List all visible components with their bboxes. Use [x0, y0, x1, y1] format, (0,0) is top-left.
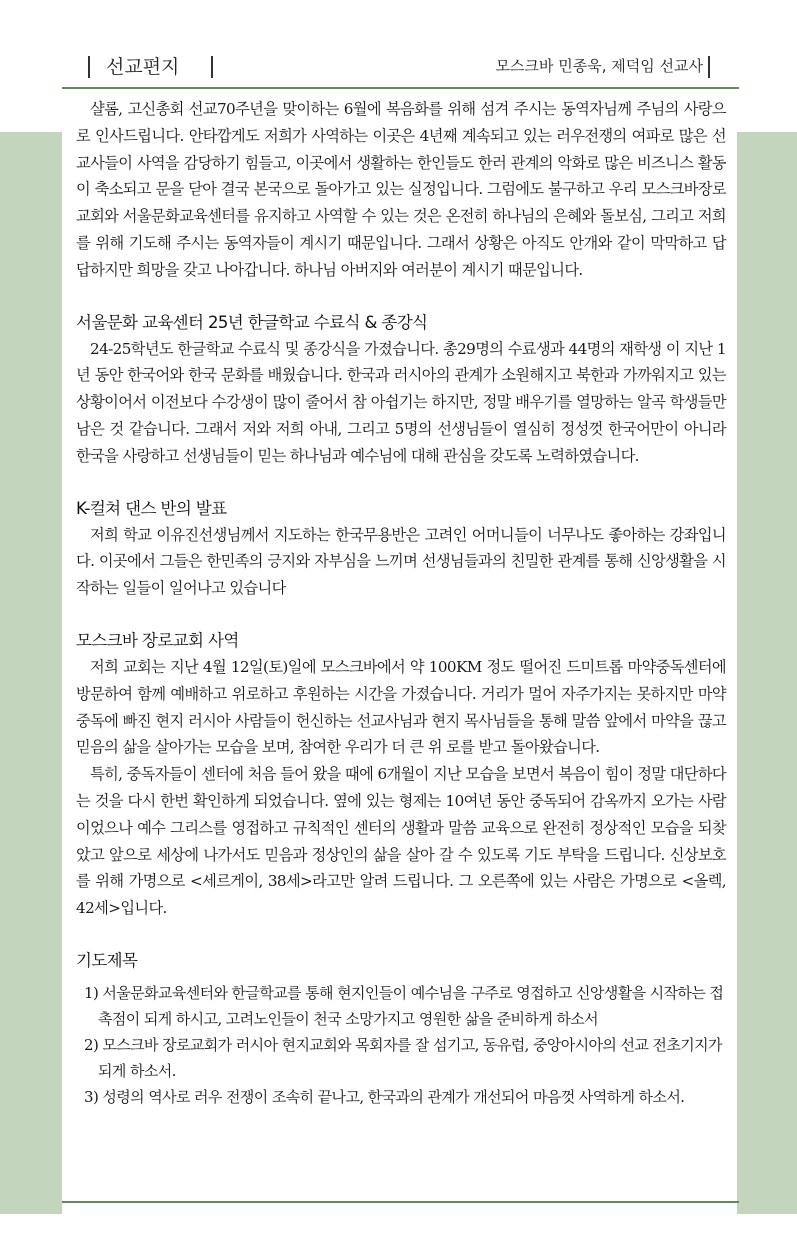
top-rule [62, 87, 739, 89]
section-heading: 서울문화 교육센터 25년 한글학교 수료식 & 종강식 [76, 312, 428, 332]
prayer-item: 3) 성령의 역사로 러우 전쟁이 조속히 끝나고, 한국과의 관계가 개선되어 마음껏 사역하게 하소서. [84, 1087, 685, 1106]
prayer-item: 1) 서울문화교육센터와 한글학교를 통해 현지인들이 예수님을 구주로 영접하고 신앙생활을 시작하는 접촉점이 되게 하시고, 고려노인들이 천국 소망가지고 영원한 삶을 준비하게 하소서 [84, 983, 724, 1028]
author-line: 모스크바 민종욱, 제덕임 선교사 [495, 57, 703, 75]
decorative-side-band-left [0, 132, 62, 1214]
bottom-rule [62, 1201, 739, 1203]
header-divider-left [88, 56, 90, 78]
section-moscow-church [76, 628, 726, 922]
section-kculture-dance [76, 496, 726, 602]
section-prayer [76, 948, 726, 1110]
section-paragraph: 특히, 중독자들이 센터에 처음 들어 왔을 때에 6개월이 지난 모습을 보면서 복음이 힘이 정말 대단하다는 것을 다시 한번 확인하게 되었습니다. 옆에 있는 형제는 10여년 동안 중독되어 감옥까지 오가는 사람이었으나 예수 그리스를 영접하고 규칙적인 센터의 생활과 말씀 교육으로 완전히 정상적인 모습을 되찾았고 앞으로 세상에 나가서도 믿음과 정상인의 삶을 살아 갈 수 있도록 기도 부탁을 드립니다. 신상보호를 위해 가명으로 <세르게이, 38세>라고만 알려 드립니다. 그 오른쪽에 있는 사람은 가명으로 <올렉, 42세>입니다. [76, 765, 726, 918]
header-divider-middle [211, 56, 213, 78]
section-heading: K-컬쳐 댄스 반의 발표 [76, 498, 227, 518]
section-heading: 모스크바 장로교회 사역 [76, 630, 239, 650]
decorative-side-band-right [737, 132, 797, 1214]
page-header [0, 0, 797, 88]
prayer-list [76, 980, 726, 1110]
section-paragraph: 저희 교회는 지난 4월 12일(토)일에 모스크바에서 약 100KM 정도 떨어진 드미트롭 마약중독센터에 방문하여 함께 예배하고 위로하고 후원하는 시간을 가졌습니다. 거리가 멀어 자주가지는 못하지만 마약 중독에 빠진 현지 러시아 사람들이 헌신하는 선교사님과 현지 목사님들을 통해 말씀 앞에서 마약을 끊고 믿음의 삶을 살아가는 모습을 보며, 참여한 우리가 더 큰 위 로를 받고 돌아왔습니다. [76, 657, 726, 757]
page-title: 선교편지 [106, 56, 180, 78]
intro-paragraph: 샬롬, 고신총회 선교70주년을 맞이하는 6월에 복음화를 위해 섬겨 주시는 동역자님께 주님의 사랑으로 인사드립니다. 안타깝게도 저희가 사역하는 이곳은 4년째 계속되고 있는 러우전쟁의 여파로 많은 선교사들이 사역을 감당하기 힘들고, 이곳에서 생활하는 한인들도 한러 관계의 악화로 많은 비즈니스 활동이 축소되고 문을 닫아 결국 본국으로 돌아가고 있는 실정입니다. 그럼에도 불구하고 우리 모스크바장로교회와 서울문화교육센터를 유지하고 사역할 수 있는 것은 온전히 하나님의 은혜와 돌보심, 그리고 저희를 위해 기도해 주시는 동역자들이 계시기 때문입니다. 그래서 상황은 아직도 안개와 같이 막막하고 답답하지만 희망을 갖고 나아갑니다. 하나님 아버지와 여러분이 계시기 때문입니다. [76, 100, 726, 279]
section-hangul-school [76, 310, 726, 470]
section-paragraph: 저희 학교 이유진선생님께서 지도하는 한국무용반은 고려인 어머니들이 너무나도 좋아하는 강좌입니다. 이곳에서 그들은 한민족의 긍지와 자부심을 느끼며 선생님들과의 친밀한 관계를 통해 신앙생활을 시작하는 일들이 일어나고 있습니다 [76, 525, 726, 598]
letter-body [76, 96, 726, 1110]
prayer-item: 2) 모스크바 장로교회가 러시아 현지교회와 목회자를 잘 섬기고, 동유럽, 중앙아시아의 선교 전초기지가 되게 하소서. [84, 1035, 722, 1080]
header-divider-right [708, 56, 710, 78]
section-paragraph: 24-25학년도 한글학교 수료식 및 종강식을 가졌습니다. 총29명의 수료생과 44명의 재학생 이 지난 1년 동안 한국어와 한국 문화를 배웠습니다. 한국과 러시아의 관계가 소원해지고 북한과 가까워지고 있는 상황이어서 이전보다 수강생이 많이 줄어서 참 아쉽기는 하지만, 정말 배우기를 열망하는 알곡 학생들만 남은 것 같습니다. 그래서 저와 저희 아내, 그리고 5명의 선생님들이 열심히 정성껏 한국어만이 아니라 한국을 사랑하고 선생님들이 믿는 하나님과 예수님에 대해 관심을 갖도록 노력하였습니다. [76, 339, 726, 465]
prayer-heading: 기도제목 [76, 950, 138, 970]
